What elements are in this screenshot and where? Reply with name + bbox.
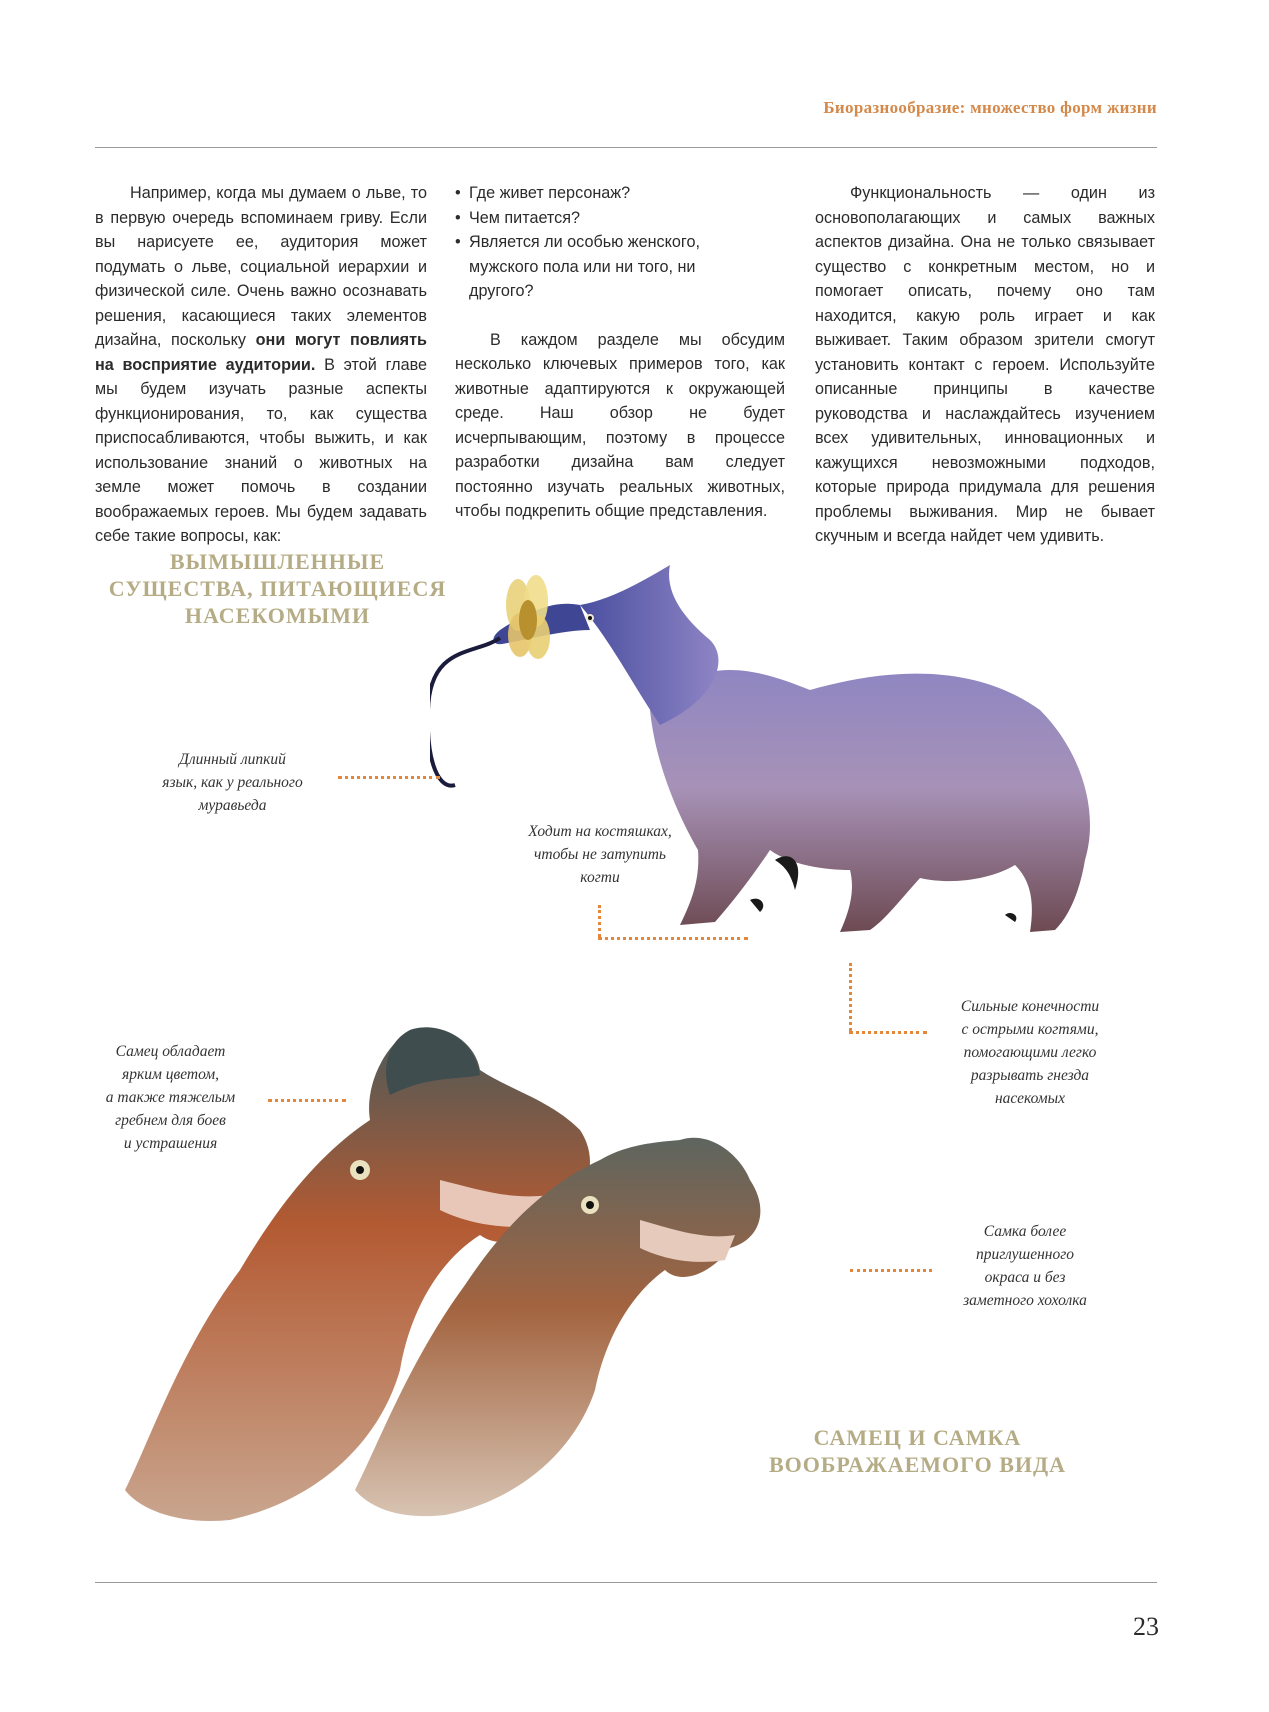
- list-item: • Где живет персонаж?: [455, 181, 785, 206]
- column-3-paragraph: Функциональность — один из основополагающих и самых важных аспектов дизайна. Она не только связывает существо с конкретным местом, но и помогает описать, почему оно там находится, какую роль играет и как выживает. Таким образом зрители смогут установить контакт с героем. Используйте описанные принципы в качестве руководства и наслаждайтесь изучением всех удивительных, инновационных и кажущихся невозможными подходов, которые природа придумала для решения проблемы выживания. Мир не бывает скучным и всегда найдет чем удивить.: [815, 184, 1155, 545]
- section-heading-male-female: САМЕЦ И САМКА ВООБРАЖАЕМОГО ВИДА: [768, 1425, 1067, 1477]
- bold-emphasis: они могут повлиять на восприятие аудитории.: [95, 331, 427, 374]
- column-3: [815, 181, 1155, 549]
- list-item: • Чем питается?: [455, 206, 785, 231]
- leader-dots-tongue: [338, 776, 440, 779]
- bottom-rule: [95, 1582, 1157, 1583]
- leader-dots-limbs-vertical: [849, 963, 852, 1031]
- column-2-paragraph: В каждом разделе мы обсудим несколько ключевых примеров того, как животные адаптируются к окружающей среде. Наш обзор не будет исчерпывающим, поэтому в процессе разработки дизайна вам следует постоянно изучать реальных животных, чтобы подкрепить общие представления.: [455, 330, 785, 520]
- caption-male: Самец обладает ярким цветом, а также тяжелым гребнем для боев и устрашения: [105, 1043, 236, 1152]
- leader-dots-knuckles-horizontal: [598, 937, 748, 940]
- running-title: Биоразнообразие: множество форм жизни: [823, 98, 1157, 117]
- caption-limbs: Сильные конечности с острыми когтями, помогающими легко разрывать гнезда насекомых: [960, 998, 1100, 1107]
- top-rule: [95, 147, 1157, 148]
- caption-tongue: Длинный липкий язык, как у реального муравьеда: [162, 751, 303, 814]
- list-item: • Является ли особью женского, мужского пола или ни того, ни другого?: [455, 230, 785, 304]
- caption-knuckles: Ходит на костяшках, чтобы не затупить когти: [528, 823, 672, 886]
- question-list: [455, 181, 785, 304]
- male-female-creatures-illustration: [80, 1020, 840, 1540]
- anteater-creature-illustration: [430, 560, 1150, 960]
- page-number: 23: [1133, 1612, 1159, 1641]
- leader-dots-limbs-horizontal: [849, 1031, 927, 1034]
- caption-female: Самка более приглушенного окраса и без заметного хохолка: [963, 1223, 1087, 1309]
- section-heading-insect-eaters: ВЫМЫШЛЕННЫЕ СУЩЕСТВА, ПИТАЮЩИЕСЯ НАСЕКОМЫМИ: [108, 549, 447, 628]
- column-2: [455, 181, 785, 524]
- column-1: [95, 181, 427, 549]
- leader-dots-knuckles-vertical: [598, 905, 601, 937]
- leader-dots-female: [850, 1269, 932, 1272]
- column-1-paragraph: Например, когда мы думаем о льве, то в первую очередь вспоминаем гриву. Если вы нарисуете ее, аудитория может подумать о льве, социальной иерархии и физической силе. Очень важно осознавать решения, касающиеся таких элементов дизайна, поскольку они могут повлиять на восприятие аудитории. В этой главе мы будем изучать разные аспекты функционирования, то, как существа приспосабливаются, чтобы выжить, и как использование знаний о животных на земле может помочь в создании воображаемых героев. Мы будем задавать себе такие вопросы, как:: [95, 184, 427, 545]
